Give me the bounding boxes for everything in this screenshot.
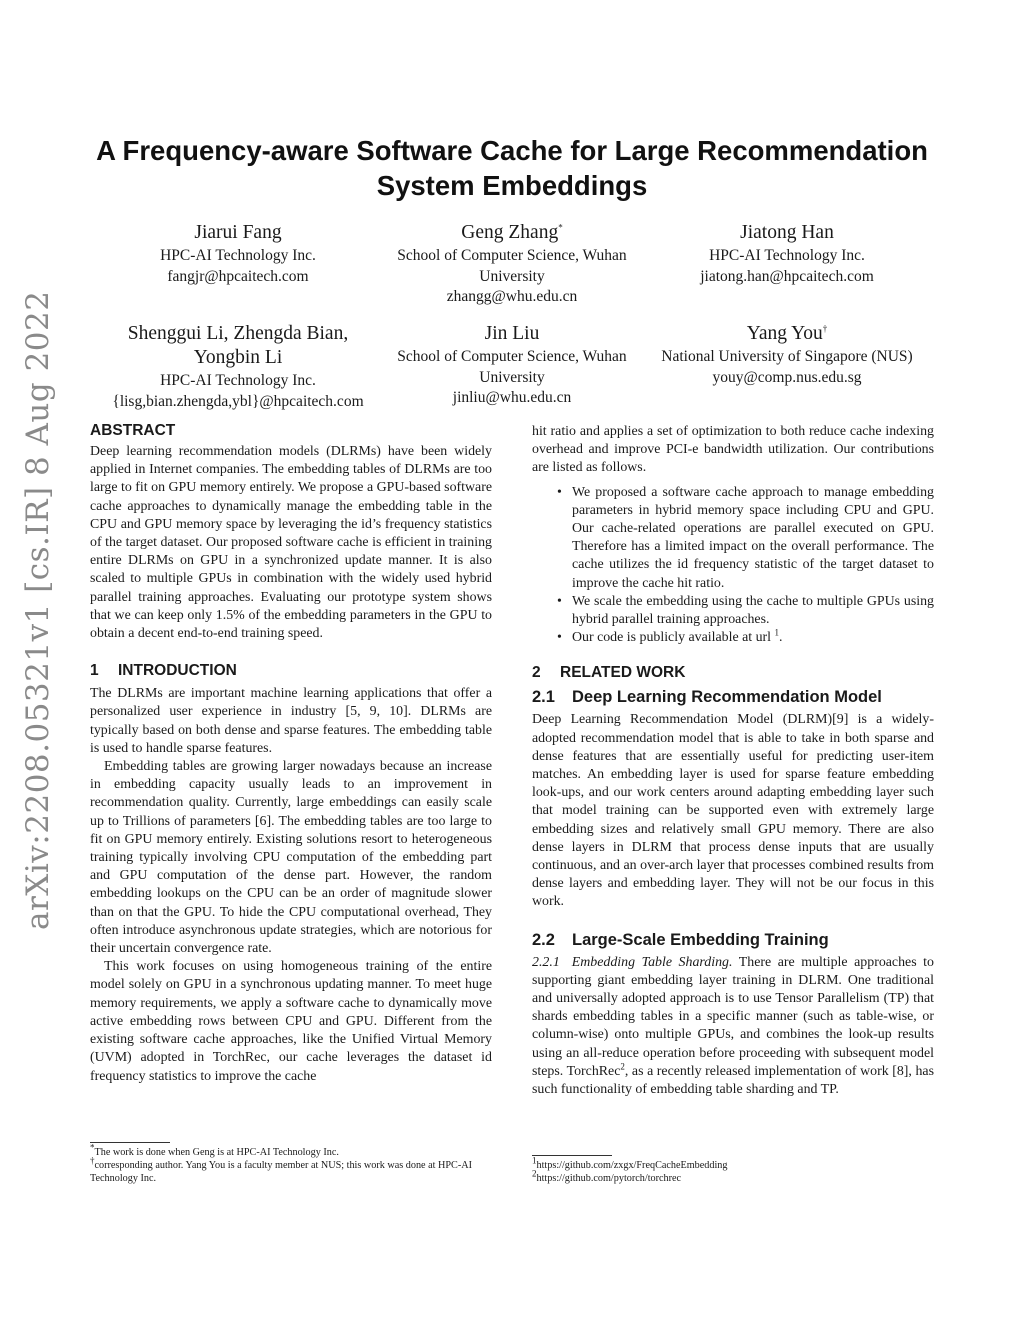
author-name: Jiatong Han <box>740 222 834 243</box>
footnote: $^1$https://github.com/zxgx/FreqCacheEmbedding <box>532 1155 728 1171</box>
footnote: $^2$https://github.com/pytorch/torchrec <box>532 1168 682 1184</box>
section-heading: 2 RELATED WORK <box>532 664 686 682</box>
subsection-heading: 2.1 Deep Learning Recommendation Model <box>532 688 882 707</box>
author-block <box>367 322 657 409</box>
author-affiliation: HPC-AI Technology Inc. <box>709 247 865 264</box>
paper-title: A Frequency-aware Software Cache for Large Recommendation System Embeddings <box>96 135 928 201</box>
author-email: zhangg@whu.edu.cn <box>446 288 578 305</box>
paragraph: Embedding tables are growing larger nowadays because an increase in embedding capacity usually leads to an improvement in recommendation quality. Currently, large embeddings can easily scale up to Trillions of parameters [6]. The embedding tables are too large to fit on GPU memory entirely. Existing solutions resort to heterogeneous training typically involving CPU computation of the embedding part and GPU computation of the dense part. However, the random embedding lookups on the CPU can be an order of magnitude slower than on that the GPU. To hide the CPU computational overhead, They often introduce asynchronous update strategies, which are notorious for their uncertain convergence rate. <box>90 759 492 957</box>
author-email: youy@comp.nus.edu.sg <box>712 368 862 386</box>
paragraph: 2.2.1 Embedding Table Sharding. There are multiple approaches to supporting giant embedding layer training in DLRM. One traditional and universally adopted approach is to use Tensor Parallelism (TP) that shards embedding tables in a specific manner (such as table-wise, or column-wise) onto multiple GPUs, and combines the look-up results using an all-reduce operation before proceeding with subsequent model steps. TorchRec$^2$, as a recently released implementation of work [8], has such functionality of embedding table sharding and TP. <box>532 954 934 1098</box>
author-email: fangjr@hpcaitech.com <box>167 267 309 285</box>
abstract-text: Deep learning recommendation models (DLRMs) have been widely applied in Internet companies. The embedding tables of DLRMs are too large to fit on GPU memory entirely. We propose a GPU-based software cache approaches to dynamically manage the embedding table in the CPU and GPU memory space by leveraging the id’s frequency statistics of the target dataset. Our proposed software cache is efficient in training entire DLRMs on GPU in a synchronized update manner. It is also scaled to multiple GPUs in combination with the widely used hybrid parallel training approaches. Evaluating our prototype system shows that we can keep only 1.5% of the embedding parameters in the GPU to obtain a decent end-to-end training speed. <box>90 444 492 642</box>
author-affiliation: National University of Singapore (NUS) <box>661 348 913 365</box>
author-name: Jin Liu <box>484 323 540 344</box>
paragraph: The DLRMs are important machine learning applications that offer a personalized user experience in industry [5, 9, 10]. DLRMs are typically based on both dense and sparse features. The embedding table is used to handle sparse features. <box>90 686 492 756</box>
paragraph: Deep Learning Recommendation Model (DLRM)[9] is a widely-adopted recommendation model that is able to take in both sparse and dense features that are essentially useful for predicting user-item matches. An embedding layer is used for sparse feature embedding look-ups, and our work centers around adapting embedding layer such that model training can be supported even with extremely large embedding sizes and relatively small GPU memory. There are also dense layers in DLRM that process dense inputs that are usually continuous, and an over-arch layer that processes combined results from dense layers and embedding layer. They will not be our focus in this work. <box>532 712 934 910</box>
footnote: †corresponding author. Yang You is a faculty member at NUS; this work was done at HPC-AI Technology Inc. <box>90 1155 472 1184</box>
author-block <box>93 221 383 287</box>
author-block <box>367 221 657 308</box>
footnotes-right <box>532 1155 934 1185</box>
author-email: jiatong.han@hpcaitech.com <box>700 267 874 285</box>
author-name: Yang You† <box>746 323 828 344</box>
author-name: Geng Zhang* <box>461 222 563 243</box>
subsection-heading: 2.2 Large-Scale Embedding Training <box>532 930 829 949</box>
subsubsection-heading: 2.2.1 Embedding Table Sharding. <box>532 954 733 970</box>
author-block <box>642 221 932 287</box>
list-item: • We proposed a software cache approach to manage embedding parameters in hybrid memory space including CPU and GPU. Our cache-related operations are parallel executed on GPU. Therefore has a limited impact on the overall performance. The cache utilizes the id frequency statistic of the target dataset to improve the cache hit ratio. <box>572 484 934 593</box>
author-block <box>642 322 932 388</box>
list-item: • We scale the embedding using the cache to multiple GPUs using hybrid parallel training approaches. <box>572 593 934 629</box>
arxiv-watermark: arXiv:2208.05321v1 [cs.IR] 8 Aug 2022 <box>20 290 56 930</box>
right-column <box>532 423 934 1099</box>
abstract-heading: ABSTRACT <box>90 422 176 439</box>
left-column <box>90 421 492 1086</box>
footnotes-left <box>90 1142 492 1185</box>
author-name: Jiarui Fang <box>194 222 282 243</box>
author-affiliation: HPC-AI Technology Inc. <box>160 372 316 389</box>
footnote-rule <box>532 1155 612 1156</box>
section-heading: 1 INTRODUCTION <box>90 662 237 680</box>
list-item: • Our code is publicly available at url $^1$. <box>572 629 934 647</box>
contributions-list <box>532 484 934 648</box>
paragraph: hit ratio and applies a set of optimization to both reduce cache indexing overhead and improve PCI-e bandwidth utilization. Our contributions are listed as follows. <box>532 424 934 476</box>
author-affiliation: School of Computer Science, Wuhan University <box>397 247 627 285</box>
footnote-rule <box>90 1142 170 1143</box>
author-affiliation: School of Computer Science, Wuhan University <box>397 348 627 386</box>
author-affiliation: HPC-AI Technology Inc. <box>160 247 316 264</box>
author-name: Shenggui Li, Zhengda Bian, Yongbin Li <box>127 323 349 368</box>
author-block <box>85 322 391 412</box>
footnote: *The work is done when Geng is at HPC-AI Technology Inc. <box>90 1142 339 1158</box>
paragraph: This work focuses on using homogeneous training of the entire model solely on GPU in a synchronous updating manner. To meet huge memory requirements, we apply a software cache to dynamically move active embedding rows between CPU and GPU. Different from the existing software cache approaches, like the Unified Virtual Memory (UVM) adopted in TorchRec, our cache leverages the dataset id frequency statistics to improve the cache <box>90 959 492 1084</box>
author-email: {lisg,bian.zhengda,ybl}@hpcaitech.com <box>112 392 364 410</box>
author-email: jinliu@whu.edu.cn <box>452 389 572 406</box>
